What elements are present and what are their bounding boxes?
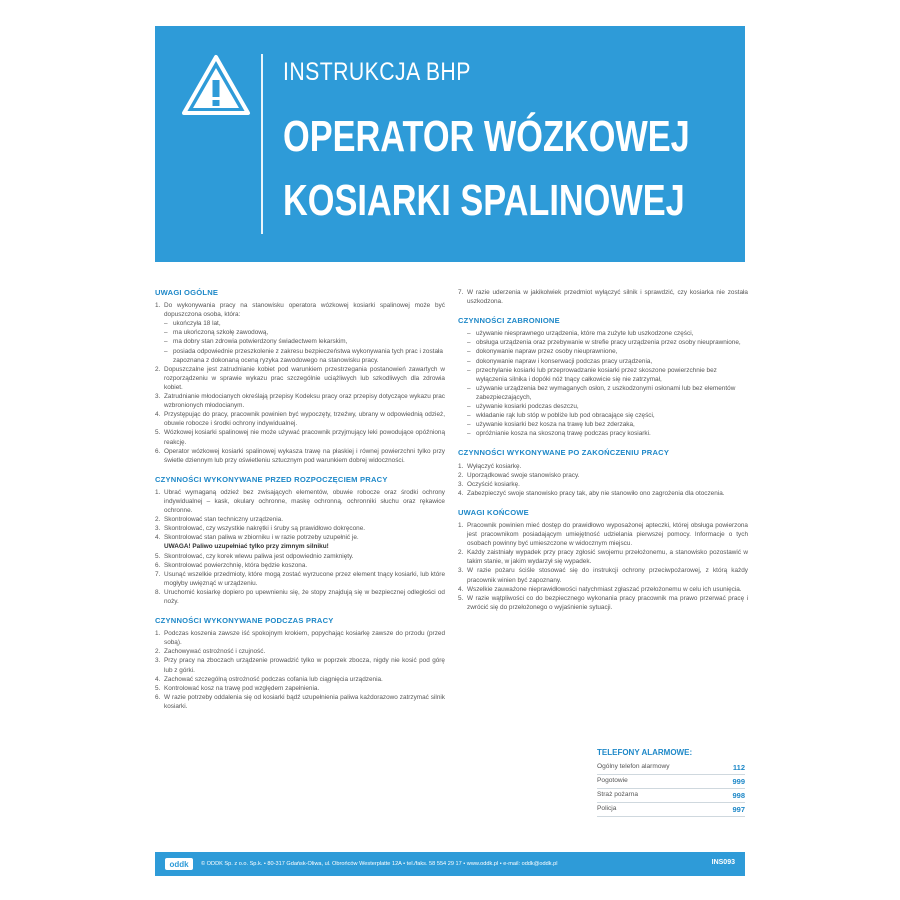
header-title-line1: OPERATOR WÓZKOWEJ <box>283 112 690 161</box>
list-item: 4. Przystępując do pracy, pracownik powinien być wypoczęty, trzeźwy, ubrany w odpowiednią odzież, obuwie robocze i środki ochrony indywidualnej. <box>155 411 445 428</box>
list-item: 2. Zachowywać ostrożność i czujność. <box>155 648 266 656</box>
dash-item: – ma ukończoną szkołę zawodową, <box>164 329 269 337</box>
list-item: 6. Skontrolować powierzchnię, która będzie koszona. <box>155 561 308 569</box>
list-item: 5. Kontrolować kosz na trawę pod względem zapełnienia. <box>155 684 320 692</box>
section-title: CZYNNOŚCI WYKONYWANE PO ZAKOŃCZENIU PRACY <box>458 448 670 458</box>
list-item: 3. W razie pożaru ściśle stosować się do instrukcji ochrony przeciwpożarowej, z którą każdy pracownik winien być zapoznany. <box>458 567 748 584</box>
footer-text: © ODDK Sp. z o.o. Sp.k. • 80-317 Gdańsk-Oliwa, ul. Obrońców Westerplatte 12A • tel./faks. 58 554 29 17 • www.oddk.pl • e-mail: oddk@oddk.pl <box>201 861 558 867</box>
list-item: 2. Dopuszczalne jest zatrudnianie kobiet pod warunkiem przestrzegania postanowień zawartych w rozporządzeniu w sprawie wykazu prac szczególnie uciążliwych lub szkodliwych dla zdrowia kobiet. <box>155 365 445 391</box>
dash-item: – ukończyła 18 lat, <box>164 320 221 328</box>
dash-item: – używanie urządzenia bez wymaganych osłon, z uszkodzonymi osłonami lub bez elementów zabezpieczających, <box>467 384 736 401</box>
list-item: 4. Zachować szczególną ostrożność podczas cofania lub ciągnięcia urządzenia. <box>155 675 383 683</box>
dash-item: – posiada odpowiednie przeszkolenie z zakresu bezpieczeństwa wykonywania tych prac i została zapoznana z dokonaną oceną ryzyka zawodowego na stanowisku pracy. <box>164 347 443 364</box>
right-column <box>458 288 748 612</box>
section-title: UWAGI OGÓLNE <box>155 288 219 297</box>
oddk-logo: oddk <box>165 858 193 870</box>
dash-item: – dokonywanie napraw i konserwacji podczas pracy urządzenia, <box>467 357 653 365</box>
list-item: 5. Wózkowej kosiarki spalinowej nie może używać pracownik przyjmujący leki powodujące opóźnioną reakcję. <box>155 429 445 446</box>
dash-item: – używanie kosiarki bez kosza na trawę lub bez zderzaka, <box>467 421 635 429</box>
list-item: 3. Skontrolować, czy wszystkie nakrętki i śruby są prawidłowo dokręcone. <box>155 525 366 533</box>
list-item: 4. Wszelkie zauważone nieprawidłowości natychmiast zgłaszać przełożonemu w celu ich usunięcia. <box>458 585 742 593</box>
emergency-phones <box>597 748 745 817</box>
list-item: 3. Przy pracy na zboczach urządzenie prowadzić tylko w poprzek zbocza, nigdy nie kosić pod górę lub z górki. <box>155 657 445 674</box>
list-item: 7. Usunąć wszelkie przedmioty, które mogą zostać wyrzucone przez element tnący kosiarki, lub które mogłyby uwięznąć w urządzeniu. <box>155 570 445 587</box>
list-item: 1. Pracownik powinien mieć dostęp do prawidłowo wyposażonej apteczki, której obsługa powierzona jest pracownikom posiadającym umiejętność udzielania pierwszej pomocy. Informacje o tych osobach powinny być umieszczone w widocznym miejscu. <box>458 521 748 548</box>
list-item: 1. Do wykonywania pracy na stanowisku operatora wózkowej kosiarki spalinowej może być dopuszczona osoba, która: <box>155 302 445 319</box>
fuel-warning: UWAGA! Paliwo uzupełniać tylko przy zimnym silniku! <box>164 543 329 551</box>
section-title: CZYNNOŚCI WYKONYWANE PRZED ROZPOCZĘCIEM PRACY <box>155 474 388 484</box>
list-item: 3. Oczyścić kosiarkę. <box>458 480 520 488</box>
list-item: 5. W razie wątpliwości co do bezpiecznego wykonania pracy pracownik ma prawo przerwać pracę i zwrócić się do przełożonego o wyjaśnienie sytuacji. <box>458 594 748 611</box>
dash-item: – używanie kosiarki podczas deszczu, <box>467 403 579 411</box>
header-title-line2: KOSIARKI SPALINOWEJ <box>283 176 685 225</box>
dash-item: – opróżnianie kosza na skoszoną trawę podczas pracy kosiarki. <box>467 430 651 438</box>
left-column <box>155 288 445 711</box>
list-item: 2. Uporządkować swoje stanowisko pracy. <box>458 471 580 479</box>
instruction-sheet <box>155 26 748 878</box>
dash-item: – przechylanie kosiarki lub przeprowadzanie kosiarki przez skoszone powierzchnie bez wyłączenia silnika i dopóki nóż tnący całkowicie się nie zatrzymał, <box>467 366 717 383</box>
header-subtitle: INSTRUKCJA BHP <box>283 58 471 86</box>
dash-item: – używanie niesprawnego urządzenia, które ma zużyte lub uszkodzone części, <box>467 330 694 338</box>
list-item: 4. Skontrolować stan paliwa w zbiorniku i w razie potrzeby uzupełnić je. <box>155 534 359 542</box>
phone-row: Pogotowie 999 <box>597 775 745 789</box>
list-item: 6. Operator wózkowej kosiarki spalinowej wykasza trawę na płaskiej i równej powierzchni tylko przy świetle dziennym lub przy oświetleniu sztucznym pod warunkiem dobrej widoczności. <box>155 447 445 464</box>
header-banner <box>155 26 745 262</box>
phone-row: Straż pożarna 998 <box>597 789 745 803</box>
header-divider <box>261 54 263 234</box>
list-item: 4. Zabezpieczyć swoje stanowisko pracy tak, aby nie stanowiło ono zagrożenia dla otoczenia. <box>458 489 725 497</box>
list-item: 3. Zatrudnianie młodocianych określają przepisy Kodeksu pracy oraz przepisy dotyczące wykazu prac wzbronionych młodocianym. <box>155 393 445 410</box>
section-title: CZYNNOŚCI WYKONYWANE PODCZAS PRACY <box>155 616 334 626</box>
phone-row: Ogólny telefon alarmowy 112 <box>597 761 745 775</box>
document-code: INS093 <box>711 859 735 866</box>
footer-bar <box>155 852 745 876</box>
dash-item: – ma dobry stan zdrowia potwierdzony świadectwem lekarskim, <box>164 338 348 346</box>
dash-item: – dokonywanie napraw przez osoby nieuprawnione, <box>467 348 618 356</box>
list-item: 5. Skontrolować, czy korek wlewu paliwa jest odpowiednio zamknięty. <box>155 552 354 560</box>
dash-item: – obsługa urządzenia oraz przebywanie w strefie pracy urządzenia przez osoby nieuprawnione, <box>467 339 741 347</box>
dash-item: – wkładanie rąk lub stóp w pobliże lub pod obracające się części, <box>467 412 655 420</box>
list-item: 7. W razie uderzenia w jakikolwiek przedmiot wyłączyć silnik i sprawdzić, czy kosiarka nie została uszkodzona. <box>458 289 748 306</box>
list-item: 1. Wyłączyć kosiarkę. <box>458 462 522 470</box>
warning-triangle-icon <box>181 54 251 116</box>
list-item: 2. Skontrolować stan techniczny urządzenia. <box>155 516 284 524</box>
list-item: 1. Podczas koszenia zawsze iść spokojnym krokiem, popychając kosiarkę zawsze do przodu (przed sobą). <box>155 630 445 647</box>
section-title: CZYNNOŚCI ZABRONIONE <box>458 316 560 326</box>
list-item: 2. Każdy zaistniały wypadek przy pracy zgłosić swojemu przełożonemu, a stanowisko pozostawić w takim stanie, w jakim wydarzył się wypadek. <box>458 549 748 566</box>
section-title: UWAGI KOŃCOWE <box>458 507 529 517</box>
phones-title: TELEFONY ALARMOWE: <box>597 748 693 757</box>
list-item: 1. Ubrać wymaganą odzież bez zwisających elementów, obuwie robocze oraz środki ochrony indywidualnej – kask, okulary ochronne, maskę ochronną, ochronniki słuchu oraz rękawice ochronne. <box>155 488 445 515</box>
list-item: 8. Uruchomić kosiarkę dopiero po upewnieniu się, że stopy znajdują się w bezpiecznej odległości od noży. <box>155 588 445 605</box>
phone-row: Policja 997 <box>597 803 745 817</box>
list-item: 6. W razie potrzeby oddalenia się od kosiarki bądź uzupełnienia paliwa każdorazowo zatrzymać silnik kosiarki. <box>155 693 445 710</box>
